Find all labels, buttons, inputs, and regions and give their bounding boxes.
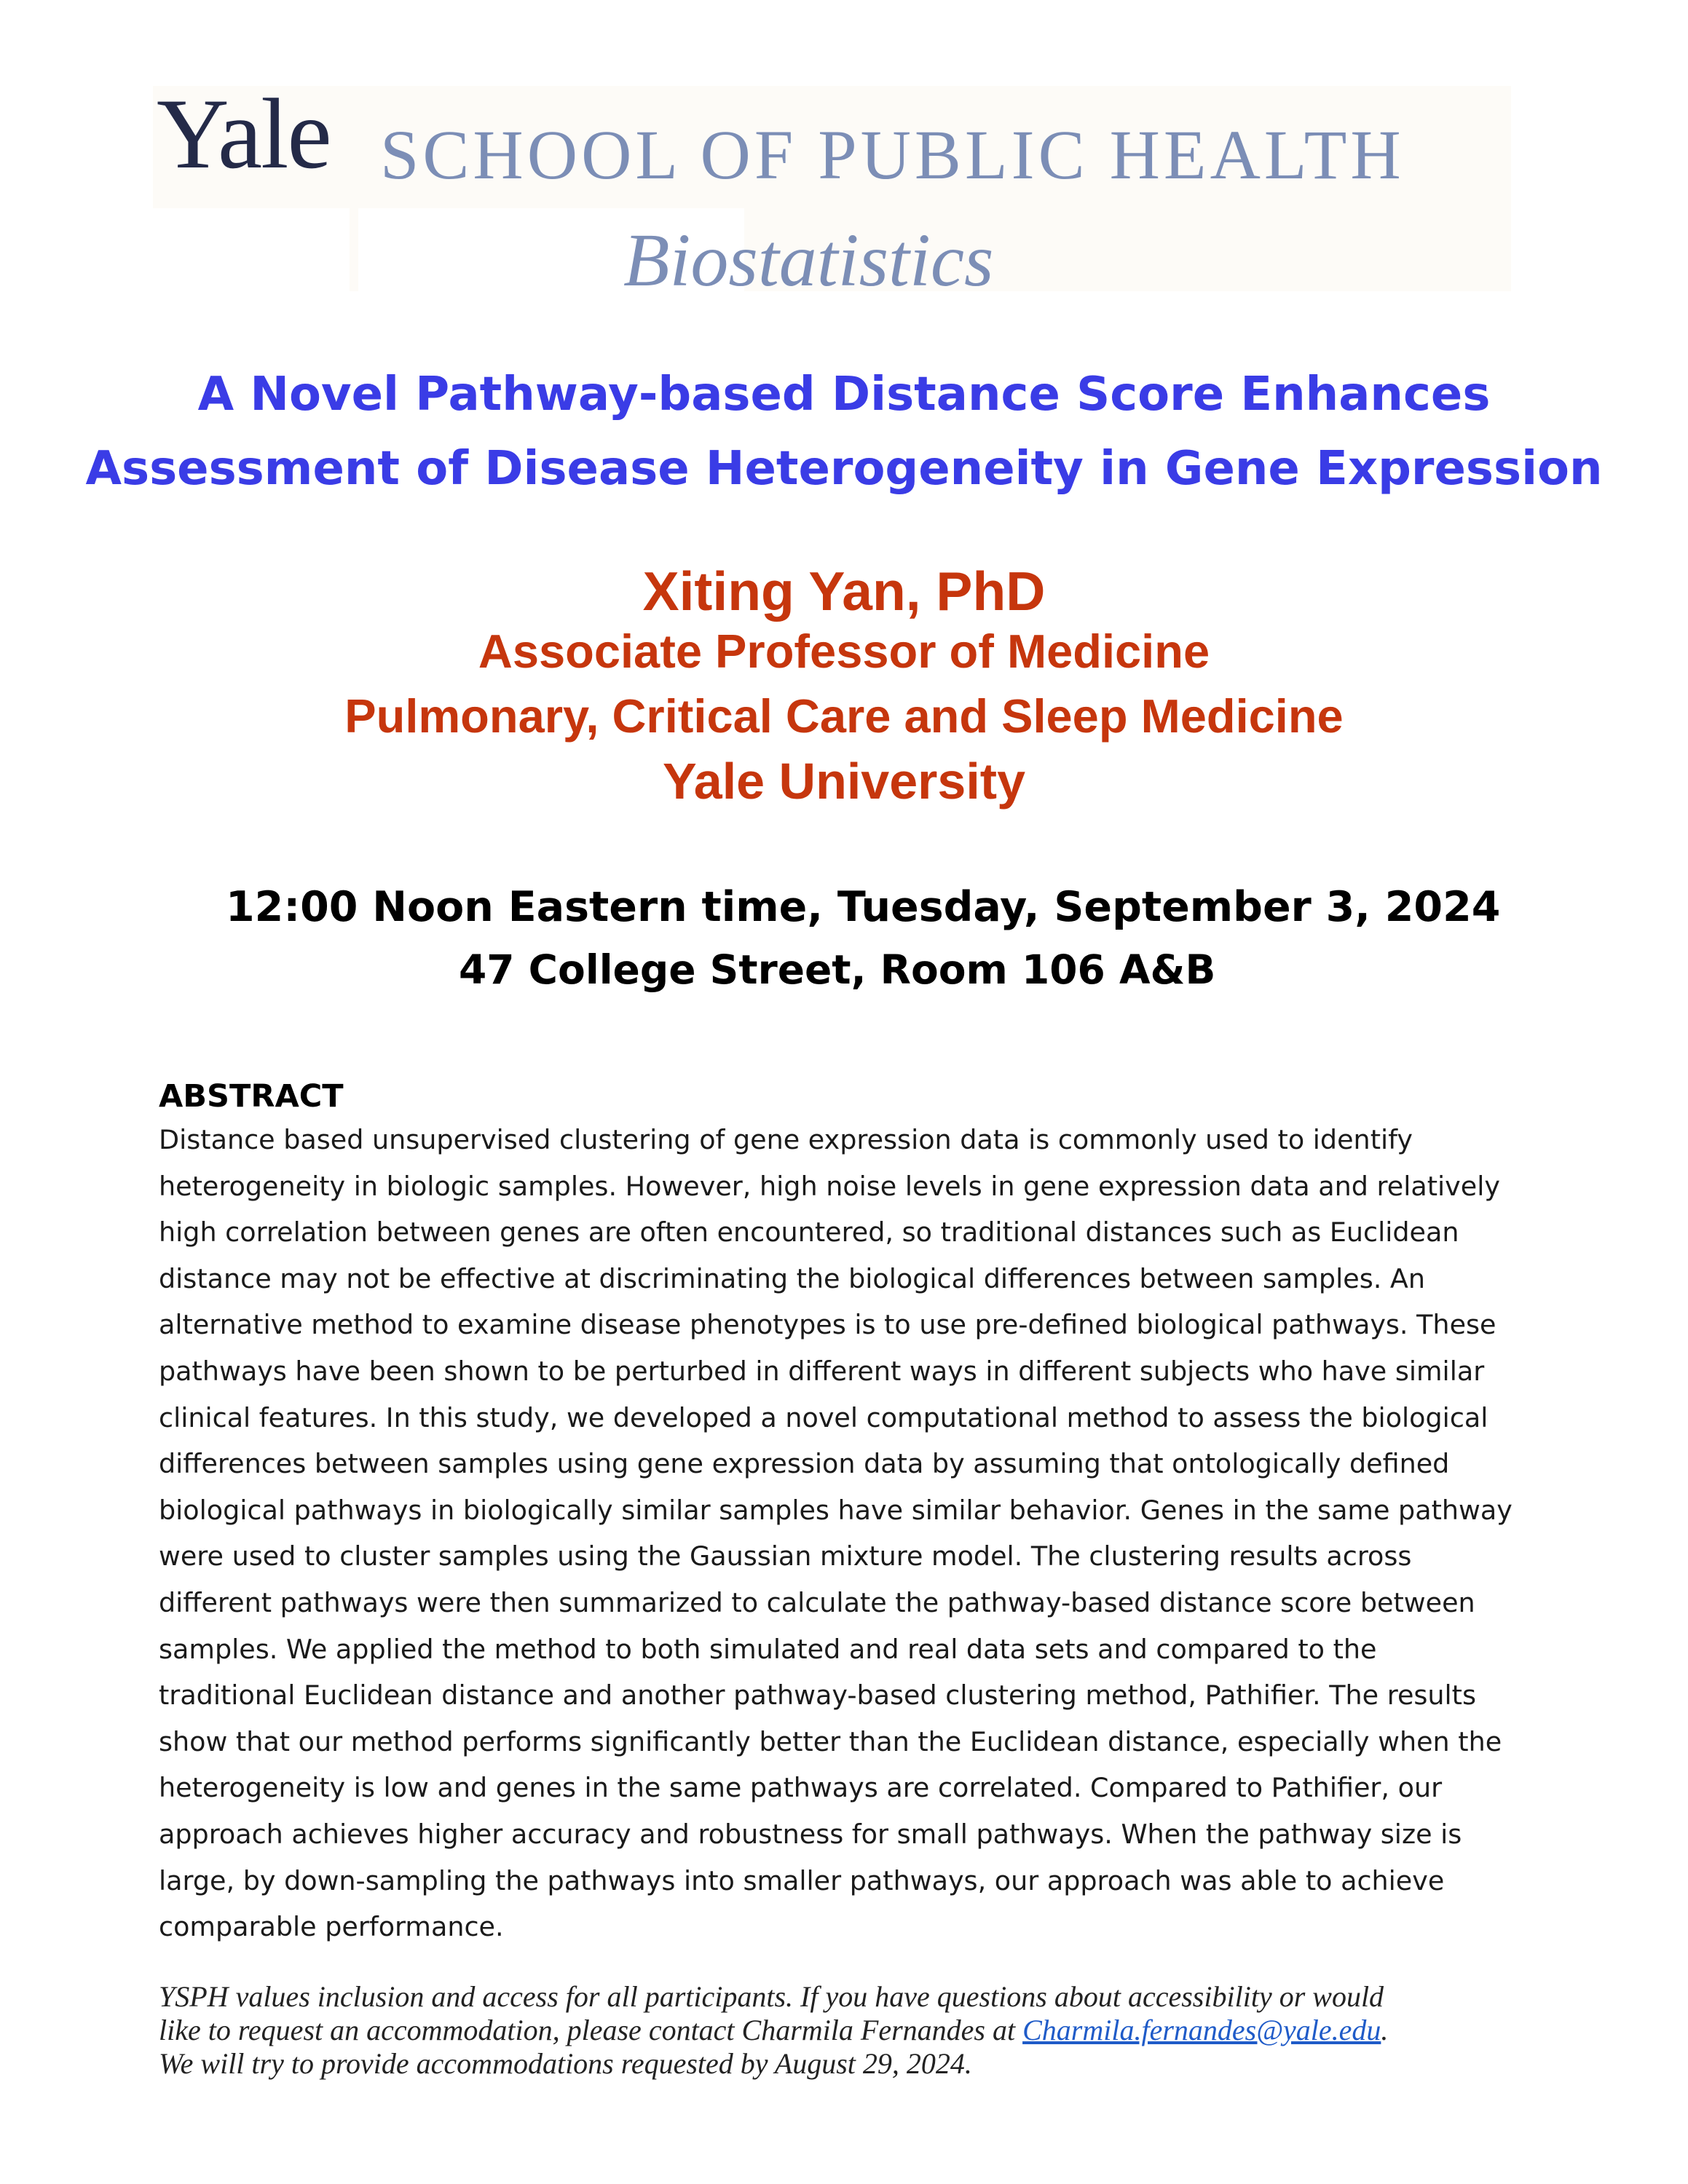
event-location: 47 College Street, Room 106 A&B [459, 946, 1216, 993]
accessibility-line: We will try to provide accommodations requested by August 29, 2024. [159, 2047, 972, 2080]
contact-email-link[interactable]: Charmila.fernandes@yale.edu [1022, 2014, 1381, 2046]
abstract-line: heterogeneity in biologic samples. However, high noise levels in gene expression data and relatively [159, 1170, 1500, 1202]
abstract-line: alternative method to examine disease phenotypes is to use pre-defined biological pathways. These [159, 1309, 1496, 1341]
logo-department-name: Biostatistics [623, 218, 994, 302]
speaker-name: Xiting Yan, PhD [642, 561, 1046, 622]
logo-school-name: SCHOOL OF PUBLIC HEALTH [380, 116, 1405, 194]
abstract-line: were used to cluster samples using the Gaussian mixture model. The clustering results across [159, 1540, 1412, 1572]
abstract-line: heterogeneity is low and genes in the same pathways are correlated. Compared to Pathifier, our [159, 1772, 1443, 1804]
logo-yale-wordmark: Yale [157, 78, 331, 189]
speaker-institution: Yale University [662, 753, 1026, 810]
speaker-department: Pulmonary, Critical Care and Sleep Medicine [344, 689, 1344, 743]
logo-banner-gap [153, 208, 350, 291]
abstract-line: high correlation between genes are often encountered, so traditional distances such as Euclidean [159, 1216, 1459, 1249]
abstract-line: traditional Euclidean distance and another pathway-based clustering method, Pathifier. The results [159, 1679, 1477, 1712]
abstract-line: show that our method performs significantly better than the Euclidean distance, especially when the [159, 1725, 1502, 1757]
talk-title-line: A Novel Pathway-based Distance Score Enhances [197, 368, 1491, 422]
accessibility-note [159, 1980, 1542, 2081]
accessibility-text: . [1381, 2014, 1389, 2046]
abstract-line: comparable performance. [159, 1911, 504, 1943]
abstract-line: different pathways were then summarized to calculate the pathway-based distance score between [159, 1586, 1475, 1618]
abstract-line: pathways have been shown to be perturbed in different ways in different subjects who have similar [159, 1355, 1485, 1387]
abstract-line: distance may not be effective at discriminating the biological differences between samples. An [159, 1262, 1426, 1294]
abstract-line: large, by down-sampling the pathways into smaller pathways, our approach was able to achieve [159, 1864, 1445, 1896]
accessibility-line [159, 2014, 1542, 2047]
abstract-line: biological pathways in biologically similar samples have similar behavior. Genes in the same pathway [159, 1494, 1513, 1526]
abstract-line: differences between samples using gene expression data by assuming that ontologically defined [159, 1448, 1450, 1480]
talk-title-line: Assessment of Disease Heterogeneity in Gene Expression [85, 442, 1603, 496]
speaker-position: Associate Professor of Medicine [478, 625, 1210, 678]
event-datetime: 12:00 Noon Eastern time, Tuesday, September 3, 2024 [226, 883, 1501, 931]
abstract-body [159, 1124, 1542, 1961]
accessibility-line: YSPH values inclusion and access for all participants. If you have questions about accessibility or would [159, 1980, 1384, 2013]
abstract-line: samples. We applied the method to both simulated and real data sets and compared to the [159, 1633, 1377, 1665]
accessibility-text: like to request an accommodation, please contact Charmila Fernandes at [159, 2014, 1023, 2046]
abstract-line: clinical features. In this study, we developed a novel computational method to assess the biological [159, 1401, 1488, 1433]
abstract-heading: ABSTRACT [159, 1078, 344, 1115]
abstract-line: approach achieves higher accuracy and robustness for small pathways. When the pathway size is [159, 1818, 1462, 1850]
abstract-line: Distance based unsupervised clustering of gene expression data is commonly used to identify [159, 1124, 1413, 1155]
